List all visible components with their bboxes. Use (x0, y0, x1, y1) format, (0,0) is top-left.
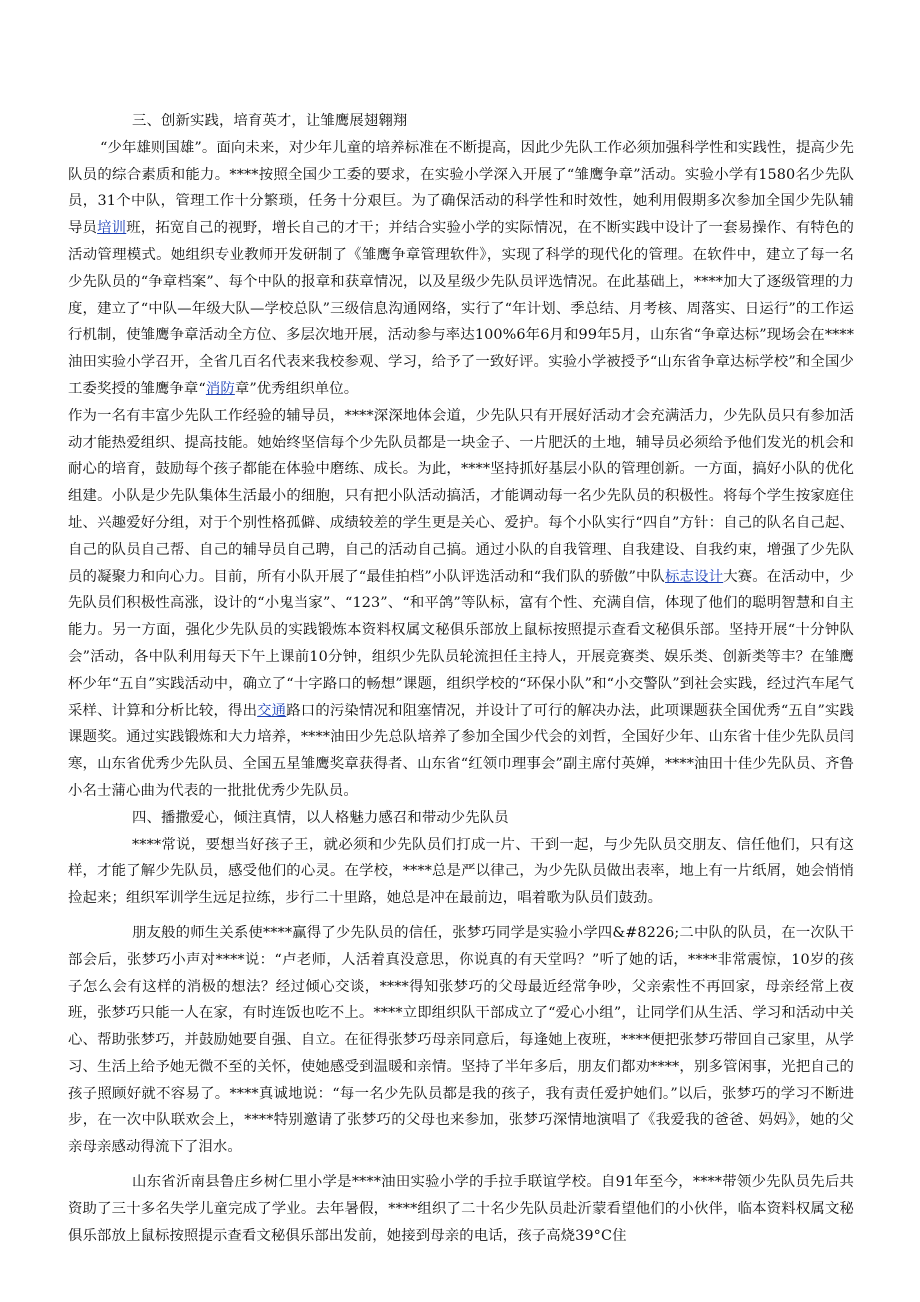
link-fire-safety[interactable]: 消防 (205, 380, 235, 397)
paragraph-2-text-b: 大赛。在活动中，少先队员们积极性高涨，设计的“小鬼当家”、“123”、“和平鸽”等队标，富有个性、充满自信，体现了他们的聪明智慧和自主能力。另一方面，强化少先队员的实践锻炼本资料权属文秘俱乐部放上鼠标按照提示查看文秘俱乐部。坚持开展“十分钟队会”活动，各中队利用每天下午上课前10分钟，组织少先队员轮流担任主持人，开展竞赛类、娱乐类、创新类等丰？在雏鹰杯少年“五自”实践活动中，确立了“十字路口的畅想”课题，组织学校的“环保小队”和“小交警队”到社会实践，经过汽车尾气采样、计算和分析比较，得出 (68, 568, 854, 719)
link-logo-design[interactable]: 标志设计 (665, 568, 724, 585)
document-body (68, 108, 854, 1249)
paragraph-5: 山东省沂南县鲁庄乡树仁里小学是****油田实验小学的手拉手联谊学校。自91年至今，****带领少先队员先后共资助了三十多名失学儿童完成了学业。去年暑假，****组织了二十名少先队员赴沂蒙看望他们的小伙伴，临本资料权属文秘俱乐部放上鼠标按照提示查看文秘俱乐部出发前，她接到母亲的电话，孩子高烧39°C住 (68, 1174, 854, 1244)
paragraph-3: ****常说，要想当好孩子王，就必须和少先队员们打成一片、干到一起，与少先队员交朋友、信任他们，只有这样，才能了解少先队员，感受他们的心灵。在学校，****总是严以律己，为少先队员做出表率，地上有一片纸屑，她会悄悄捡起来；组织军训学生远足拉练，步行二十里路，她总是冲在最前边，唱着歌为队员们鼓劲。 (68, 836, 854, 907)
paragraph-1 (68, 135, 854, 403)
paragraph-1-text-a: “少年雄则国雄”。面向未来，对少年儿童的培养标准在不断提高，因此少先队工作必须加强科学性和实践性，提高少先队员的综合素质和能力。****按照全国少工委的要求，在实验小学深入开展了“雏鹰争章”活动。实验小学有1580名少先队员，31个中队，管理工作十分繁琐，任务十分艰巨。为了确保活动的科学性和时效性，她利用假期多次参加全国少先队辅导员 (68, 139, 854, 237)
paragraph-4: 朋友般的师生关系使****赢得了少先队员的信任，张梦巧同学是实验小学四&#8226;二中队的队员，在一次队干部会后，张梦巧小声对****说：“卢老师，人活着真没意思，你说真的有天堂吗？”听了她的话，****非常震惊，10岁的孩子怎么会有这样的消极的想法？经过倾心交谈，****得知张梦巧的父母最近经常争吵，父亲索性不再回家，母亲经常上夜班，张梦巧只能一人在家，有时连饭也吃不上。****立即组织队干部成立了“爱心小组”，让同学们从生活、学习和活动中关心、帮助张梦巧，并鼓励她要自强、自立。在征得张梦巧母亲同意后，每逢她上夜班，****便把张梦巧带回自己家里，从学习、生活上给予她无微不至的关怀，使她感受到温暖和亲情。坚持了半年多后，朋友们都劝****，别多管闲事，光把自己的孩子照顾好就不容易了。****真诚地说：“每一名少先队员都是我的孩子，我有责任爱护她们。”以后，张梦巧的学习不断进步，在一次中队联欢会上，****特别邀请了张梦巧的父母也来参加，张梦巧深情地演唱了《我爱我的爸爸、妈妈》，她的父亲母亲感动得流下了泪水。 (68, 924, 854, 1156)
paragraph-2-text-c: 路口的污染情况和阻塞情况，并设计了可行的解决办法，此项课题获全国优秀“五自”实践课题奖。通过实践锻炼和大力培养，****油田少先总队培养了参加全国少代会的刘哲，全国好少年、山东省十佳少先队员闫寒，山东省优秀少先队员、全国五星雏鹰奖章获得者、山东省“红领巾理事会”副主席付英婵，****油田十佳少先队员、齐鲁小名士蒲心曲为代表的一批批优秀少先队员。 (68, 702, 855, 799)
link-training[interactable]: 培训 (97, 220, 127, 237)
section-heading-4: 四、播撒爱心，倾注真情，以人格魅力感召和带动少先队员 (132, 809, 509, 826)
paragraph-2-text-a: 作为一名有丰富少先队工作经验的辅导员，****深深地体会道，少先队只有开展好活动才会充满活力，少先队员只有参加活动才能热爱组织、提高技能。她始终坚信每个少先队员都是一块金子、一片肥沃的土地，辅导员必须给予他们发光的机会和耐心的培育，鼓励每个孩子都能在体验中磨练、成长。为此，****坚持抓好基层小队的管理创新。一方面，搞好小队的优化组建。小队是少先队集体生活最小的细胞，只有把小队活动搞活，才能调动每一名少先队员的积极性。将每个学生按家庭住址、兴趣爱好分组，对于个别性格孤僻、成绩较差的学生更是关心、爱护。每个小队实行“四自”方针：自己的队名自己起、自己的队员自己帮、自己的辅导员自己聘，自己的活动自己搞。通过小队的自我管理、自我建设、自我约束，增强了少先队员的凝聚力和向心力。目前，所有小队开展了“最佳拍档”小队评选活动和“我们队的骄傲”中队 (68, 407, 854, 585)
paragraph-1-text-b: 班，拓宽自己的视野，增长自己的才干；并结合实验小学的实际情况，在不断实践中设计了一套易操作、有特色的活动管理模式。她组织专业教师开发研制了《雏鹰争章管理软件》，实现了科学的现代化的管理。在软件中，建立了每一名少先队员的“争章档案”、每个中队的报章和获章情况，以及星级少先队员评选情况。在此基础上，****加大了逐级管理的力度，建立了“中队—年级大队—学校总队”三级信息沟通网络，实行了“年计划、季总结、月考核、周落实、日运行”的工作运行机制，使雏鹰争章活动全方位、多层次地开展，活动参与率达100%6年6月和99年5月，山东省“争章达标”现场会在****油田实验小学召开，全省几百名代表来我校参观、学习，给予了一致好评。实验小学被授予“山东省争章达标学校”和全国少工委奖授的雏鹰争章“ (68, 220, 855, 397)
paragraph-2 (68, 403, 854, 805)
paragraph-1-text-c: 章”优秀组织单位。 (234, 380, 359, 397)
section-heading-3: 三、创新实践，培育英才，让雏鹰展翅翱翔 (132, 113, 408, 129)
link-traffic[interactable]: 交通 (257, 702, 287, 719)
